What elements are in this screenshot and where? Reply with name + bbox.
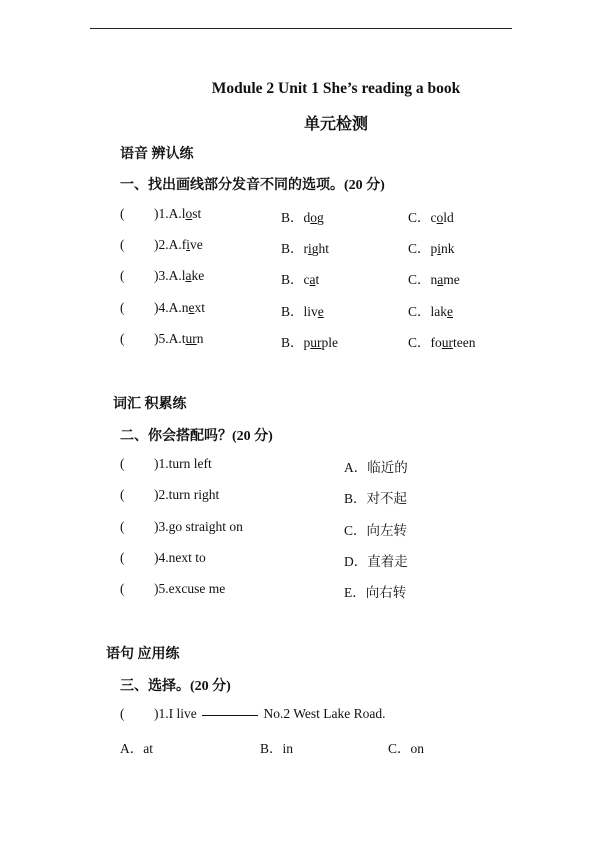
word-c: fourteen	[430, 335, 476, 350]
option-b: B．dog	[281, 210, 324, 225]
matching-left: ( )3.go straight on	[120, 519, 243, 534]
option-c: C．lake	[408, 304, 454, 319]
matching-right: C．向左转	[344, 523, 408, 538]
underlined-letters: i	[186, 237, 191, 252]
page-title: Module 2 Unit 1 She’s reading a book	[211, 80, 461, 97]
underlined-letters: o	[436, 210, 444, 225]
option-c: C．name	[408, 272, 460, 287]
question-title-1: 一、找出画线部分发音不同的选项。(20 分)	[120, 178, 385, 193]
item-number: )2.A.	[154, 237, 182, 252]
answer-paren[interactable]: (	[120, 581, 125, 596]
matching-left: ( )5.excuse me	[120, 581, 226, 596]
underlined-letters: o	[310, 210, 318, 225]
answer-paren[interactable]: (	[120, 206, 125, 221]
word-c: cold	[430, 210, 454, 225]
option-b: B．right	[281, 241, 330, 256]
word-a: five	[181, 237, 203, 252]
word-c: pink	[430, 241, 455, 256]
word-a: next	[181, 300, 206, 315]
matching-right: D．直着走	[344, 554, 408, 569]
question-stem-before: )1.I live	[154, 706, 197, 721]
underlined-letters: i	[308, 241, 312, 256]
question-title-3: 三、选择。(20 分)	[120, 679, 231, 694]
matching-left: ( )1.turn left	[120, 456, 212, 471]
word-b: cat	[303, 272, 320, 287]
question-title-2: 二、你会搭配吗？(20 分)	[120, 429, 273, 444]
item-number: )3.A.	[154, 268, 182, 283]
answer-paren[interactable]: (	[120, 300, 125, 315]
answer-paren[interactable]: (	[120, 268, 125, 283]
item-number: )4.A.	[154, 300, 182, 315]
underlined-letters: ur	[441, 335, 454, 350]
item-number: )1.A.	[154, 206, 182, 221]
option-c: C．pink	[408, 241, 455, 256]
matching-left: ( )4.next to	[120, 550, 206, 565]
word-b: purple	[303, 335, 339, 350]
word-c: lake	[430, 304, 454, 319]
section-heading-phonics: 语音 辨认练	[120, 147, 194, 162]
option-a	[120, 268, 204, 284]
option-a	[120, 300, 205, 316]
answer-paren[interactable]: (	[120, 237, 125, 252]
option-a	[120, 331, 204, 347]
underlined-letters: a	[437, 272, 444, 287]
word-b: dog	[303, 210, 324, 225]
section-heading-sentence: 语句 应用练	[106, 647, 180, 662]
underlined-letters: e	[317, 304, 324, 319]
underlined-letters: i	[437, 241, 442, 256]
question-stem-after: No.2 West Lake Road.	[263, 706, 386, 721]
answer-paren[interactable]: (	[120, 519, 125, 534]
answer-paren[interactable]: (	[120, 487, 125, 502]
option-c: C．fourteen	[408, 335, 476, 350]
option-a	[120, 237, 203, 253]
word-b: right	[303, 241, 330, 256]
option-b: B．cat	[281, 272, 320, 287]
underlined-letters: a	[309, 272, 316, 287]
underlined-letters: ur	[185, 331, 197, 346]
matching-right: A．临近的	[344, 460, 408, 475]
answer-paren[interactable]: (	[120, 706, 125, 721]
answer-paren[interactable]: (	[120, 331, 125, 346]
matching-right: B．对不起	[344, 491, 408, 506]
underlined-letters: e	[447, 304, 454, 319]
header-rule	[90, 28, 512, 29]
answer-paren[interactable]: (	[120, 456, 125, 471]
word-a: lost	[181, 206, 202, 221]
word-a: lake	[181, 268, 205, 283]
option-c: C．cold	[408, 210, 454, 225]
underlined-letters: a	[185, 268, 192, 283]
word-b: live	[303, 304, 324, 319]
word-a: turn	[181, 331, 204, 346]
answer-blank[interactable]	[202, 714, 258, 716]
option-c: C．on	[388, 741, 425, 756]
option-b: B．in	[260, 741, 294, 756]
underlined-letters: e	[188, 300, 195, 315]
option-b: B．purple	[281, 335, 339, 350]
question-3-1	[120, 706, 386, 722]
answer-paren[interactable]: (	[120, 550, 125, 565]
word-c: name	[430, 272, 460, 287]
option-a: A．at	[120, 741, 153, 756]
matching-left: ( )2.turn right	[120, 487, 220, 502]
item-number: )5.A.	[154, 331, 182, 346]
underlined-letters: o	[185, 206, 193, 221]
matching-right: E．向右转	[344, 585, 407, 600]
section-heading-vocab: 词汇 积累练	[113, 397, 187, 412]
option-b: B．live	[281, 304, 324, 319]
underlined-letters: ur	[310, 335, 322, 350]
option-a	[120, 206, 201, 222]
page-subtitle: 单元检测	[303, 116, 368, 133]
